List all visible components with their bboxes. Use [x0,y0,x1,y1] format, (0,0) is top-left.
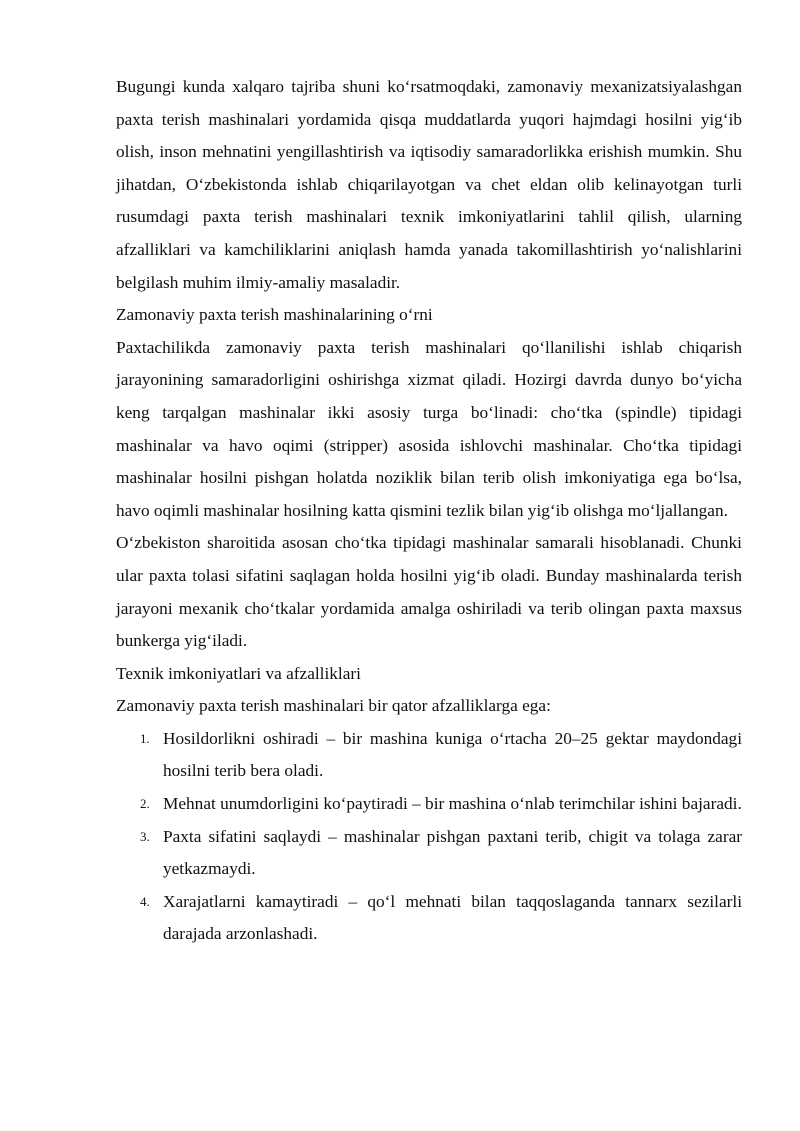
list-item-text: Paxta sifatini saqlaydi – mashinalar pishgan paxtani terib, chigit va tolaga zarar yetkazmaydi. [163,826,742,879]
document-page [116,71,742,951]
list-item [116,821,742,886]
list-item [116,723,742,788]
section-heading-advantages: Texnik imkoniyatlari va afzalliklari [116,663,361,683]
list-item-text: Hosildorlikni oshiradi – bir mashina kuniga o‘rtacha 20–25 gektar maydondagi hosilni terib bera oladi. [163,728,742,781]
list-item-number: 2. [140,796,150,812]
list-intro: Zamonaviy paxta terish mashinalari bir qator afzalliklarga ega: [116,696,551,716]
intro-paragraph: Bugungi kunda xalqaro tajriba shuni ko‘rsatmoqdaki, zamonaviy mexanizatsiyalashgan paxta terish mashinalari yordamida qisqa muddatlarda yuqori hajmdagi hosilni yig‘ib olish, inson mehnatini yengillashtirish va iqtisodiy samaradorlikka erishish mumkin. Shu jihatdan, O‘zbekistonda ishlab chiqarilayotgan va chet eldan olib kelinayotgan turli rusumdagi paxta terish mashinalari texnik imkoniyatlarini tahlil qilish, ularning afzalliklari va kamchiliklarini aniqlash hamda yanada takomillashtirish yo‘nalishlarini belgilash muhim ilmiy-amaliy masaladir. [116,77,742,292]
list-item-number: 1. [140,730,150,746]
uzbekistan-paragraph: O‘zbekiston sharoitida asosan cho‘tka tipidagi mashinalar samarali hisoblanadi. Chunki ular paxta tolasi sifatini saqlagan holda hosilni yig‘ib oladi. Bunday mashinalarda terish jarayoni mexanik cho‘tkalar yordamida amalga oshiriladi va terib olingan paxta maxsus bunkerga yig‘iladi. [116,533,742,651]
list-item-text: Mehnat unumdorligini ko‘paytiradi – bir mashina o‘nlab terimchilar ishini bajaradi. [163,794,742,814]
list-item-number: 4. [140,893,150,909]
list-item [116,788,742,821]
list-item-text: Xarajatlarni kamaytiradi – qo‘l mehnati bilan taqqoslaganda tannarx sezilarli darajada arzonlashadi. [163,891,742,944]
role-paragraph: Paxtachilikda zamonaviy paxta terish mashinalari qo‘llanilishi ishlab chiqarish jarayonining samaradorligini oshirishga xizmat qiladi. Hozirgi davrda dunyo bo‘yicha keng tarqalgan mashinalar ikki asosiy turga bo‘linadi: cho‘tka (spindle) tipidagi mashinalar va havo oqimi (stripper) asosida ishlovchi mashinalar. Cho‘tka tipidagi mashinalar hosilni pishgan holatda noziklik bilan terib olish imkoniyatiga ega bo‘lsa, havo oqimli mashinalar hosilning katta qismini tezlik bilan yig‘ib olishga mo‘ljallangan. [116,337,742,520]
list-item-number: 3. [140,828,150,844]
section-heading-role: Zamonaviy paxta terish mashinalarining o‘rni [116,305,433,325]
list-item [116,886,742,951]
advantages-list [116,723,742,951]
